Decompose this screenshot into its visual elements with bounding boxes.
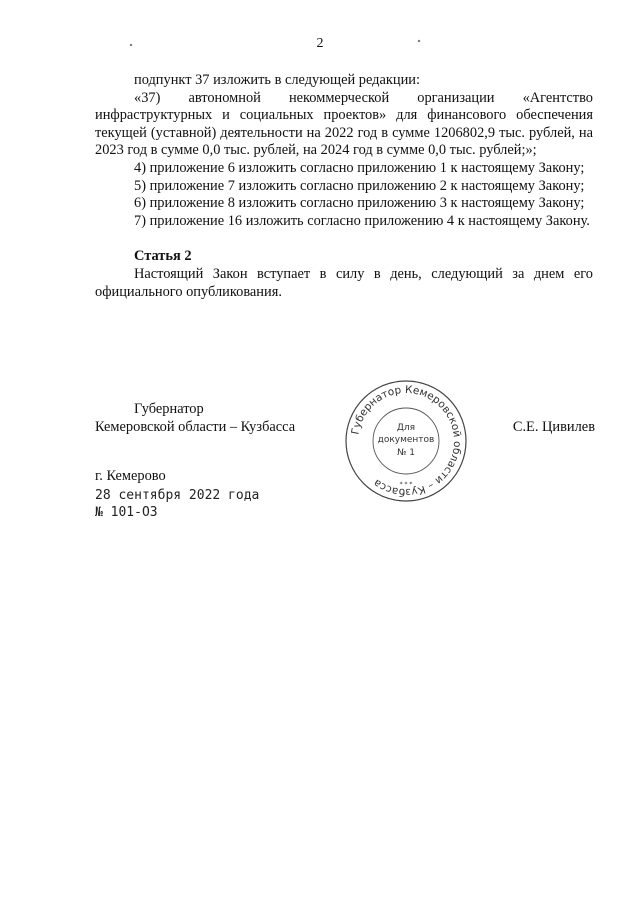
seal-outer-text: Губернатор Кемеровской области – Кузбасса (349, 383, 464, 499)
place-of-signing: г. Кемерово (95, 468, 166, 484)
page-number: 2 (316, 36, 324, 51)
signature-title-line1: Губернатор (134, 401, 204, 417)
official-seal (343, 378, 469, 504)
document-body (95, 72, 593, 301)
spacer (95, 230, 593, 248)
paragraph-item-4: 4) приложение 6 изложить согласно приложению 1 к настоящему Закону; (134, 159, 585, 176)
signature-name: С.Е. Цивилев (512, 419, 595, 435)
paragraph-subclause-37: «37) автономной некоммерческой организации «Агентство инфраструктурных и социальных проектов» для финансового обеспечения текущей (уставной) деятельности на 2022 год в сумме 1206802,9 тыс. рублей, на 2023 год в сумме 0,0 тыс. рублей, на 2024 год в сумме 0,0 тыс. рублей;»; (95, 89, 593, 159)
article-heading: Статья 2 (134, 248, 192, 265)
paragraph-intro: подпункт 37 изложить в следующей редакции: (134, 72, 420, 88)
article-text: Настоящий Закон вступает в силу в день, следующий за днем его официального опубликования. (95, 265, 593, 300)
seal-center-line2: документов (377, 435, 435, 445)
paragraph-item-5: 5) приложение 7 изложить согласно приложению 2 к настоящему Закону; (134, 177, 585, 194)
law-number: № 101-ОЗ (95, 505, 158, 520)
seal-stars: * * * (399, 481, 413, 488)
seal-center-line1: Для (396, 423, 416, 433)
seal-center-line3: № 1 (397, 448, 415, 458)
law-date: 28 сентября 2022 года (95, 488, 260, 503)
paragraph-item-7: 7) приложение 16 изложить согласно приложению 4 к настоящему Закону. (134, 212, 590, 229)
paragraph-item-6: 6) приложение 8 изложить согласно приложению 3 к настоящему Закону; (134, 195, 585, 212)
signature-title-line2: Кемеровской области – Кузбасса (95, 419, 296, 435)
